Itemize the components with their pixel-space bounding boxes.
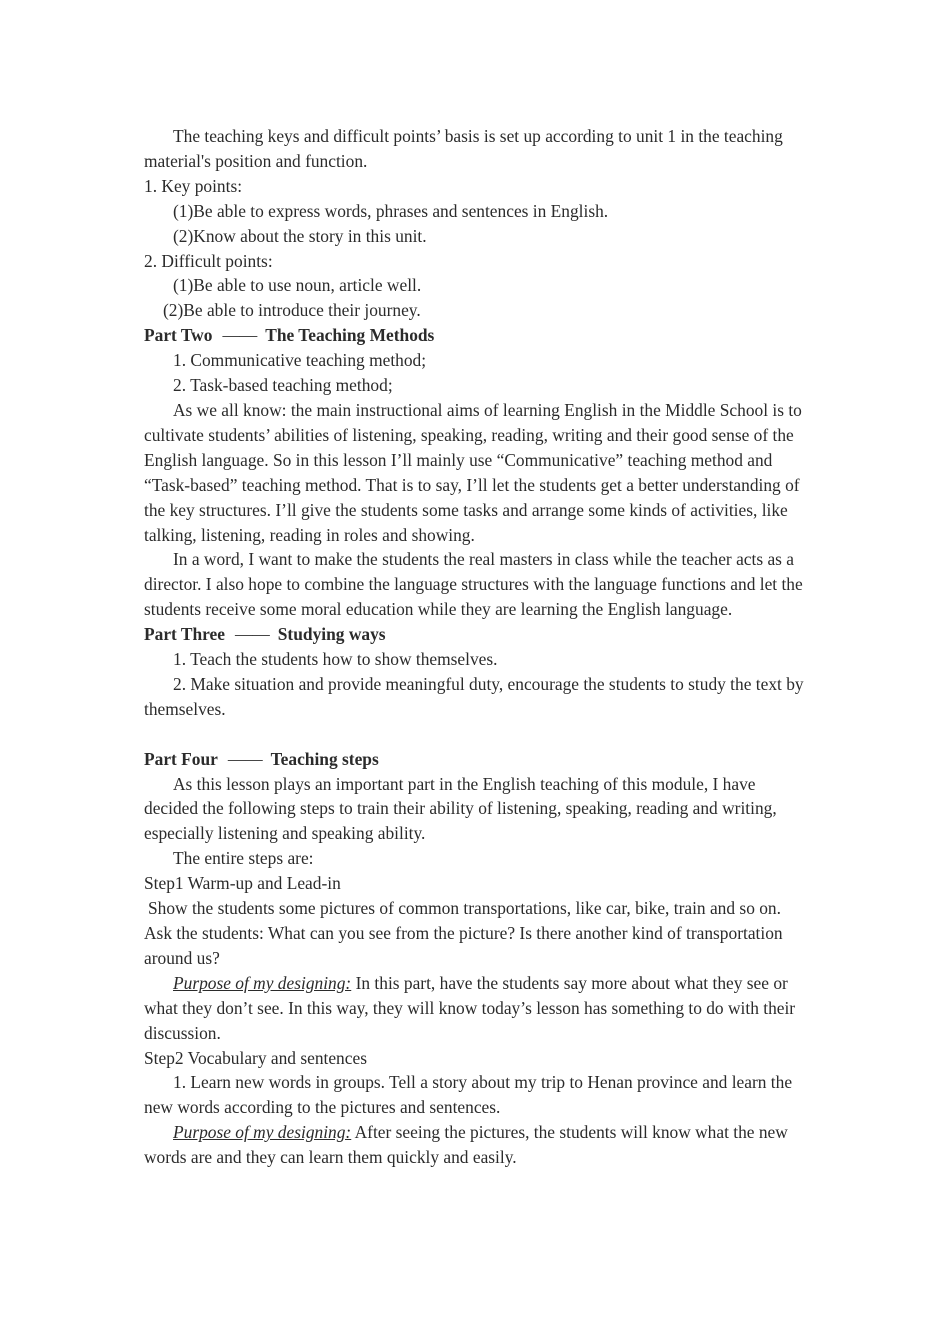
part-two-heading [144, 323, 808, 348]
purpose-text: After seeing the pictures, the students will know what the new words are and they can learn them quickly and easily. [144, 1122, 788, 1168]
purpose-label: Purpose of my designing: [173, 1122, 352, 1143]
method-item: 1. Communicative teaching method; [173, 350, 427, 371]
purpose-text: In this part, have the students say more about what they see or what they don’t see. In this way, they will know today’s lesson has something to do with their discussion. [144, 972, 796, 1043]
difficult-point-item: (1)Be able to use noun, article well. [173, 275, 422, 296]
methods-paragraph: As we all know: the main instructional aims of learning English in the Middle School is to cultivate students’ abilities of listening, speaking, reading, writing and their good sense of the English language. So in this lesson I’ll mainly use “Communicative” teaching method and “Task-based” teaching method. That is to say, I’ll let the students get a better understanding of the key structures. I’ll give the students some tasks and arrange some kinds of activities, like talking, listening, reading in roles and showing. [144, 399, 802, 545]
part-three-title: Studying ways [277, 624, 386, 645]
method-item: 2. Task-based teaching method; [173, 375, 393, 396]
blank-line [144, 722, 808, 747]
difficult-point-item: (2)Be able to introduce their journey. [163, 300, 421, 321]
studying-way-item: 1. Teach the students how to show themselves. [173, 649, 498, 670]
purpose-label: Purpose of my designing: [173, 972, 352, 993]
part-four-heading [144, 747, 808, 772]
key-point-item: (1)Be able to express words, phrases and sentences in English. [173, 200, 609, 221]
part-four-label: Part Four [144, 748, 218, 769]
key-points-label: 1. Key points: [144, 175, 243, 196]
step1-title: Step1 Warm-up and Lead-in [144, 873, 341, 894]
step1-text: Show the students some pictures of common transportations, like car, bike, train and so on. Ask the students: What can you see from the picture? Is there another kind of transportation around us? [144, 898, 783, 968]
part-four-title: Teaching steps [270, 748, 379, 769]
part-three-heading [144, 622, 808, 647]
key-point-item: (2)Know about the story in this unit. [173, 225, 427, 246]
step1-purpose [144, 971, 808, 1046]
step2-title: Step2 Vocabulary and sentences [144, 1047, 367, 1068]
methods-paragraph: In a word, I want to make the students the real masters in class while the teacher acts as a director. I also hope to combine the language structures with the language functions and let the students receive some moral education while they are learning the English language. [144, 549, 803, 620]
part-two-dash: —— [222, 325, 258, 346]
step2-purpose [144, 1120, 808, 1170]
steps-paragraph: As this lesson plays an important part in the English teaching of this module, I have decided the following steps to train their ability of listening, speaking, reading and writing, especially listening and speaking ability. [144, 773, 777, 844]
part-three-dash: —— [234, 624, 270, 645]
part-four-dash: —— [227, 748, 263, 769]
step2-text: 1. Learn new words in groups. Tell a story about my trip to Henan province and learn the new words according to the pictures and sentences. [144, 1072, 793, 1118]
difficult-points-label: 2. Difficult points: [144, 250, 273, 271]
part-two-label: Part Two [144, 325, 213, 346]
intro-paragraph: The teaching keys and difficult points’ basis is set up according to unit 1 in the teaching material's position and function. [144, 126, 783, 171]
document-page [144, 124, 808, 1170]
steps-paragraph: The entire steps are: [173, 848, 314, 869]
part-two-title: The Teaching Methods [265, 325, 435, 346]
studying-way-item: 2. Make situation and provide meaningful duty, encourage the students to study the text by themselves. [144, 673, 804, 719]
part-three-label: Part Three [144, 624, 225, 645]
